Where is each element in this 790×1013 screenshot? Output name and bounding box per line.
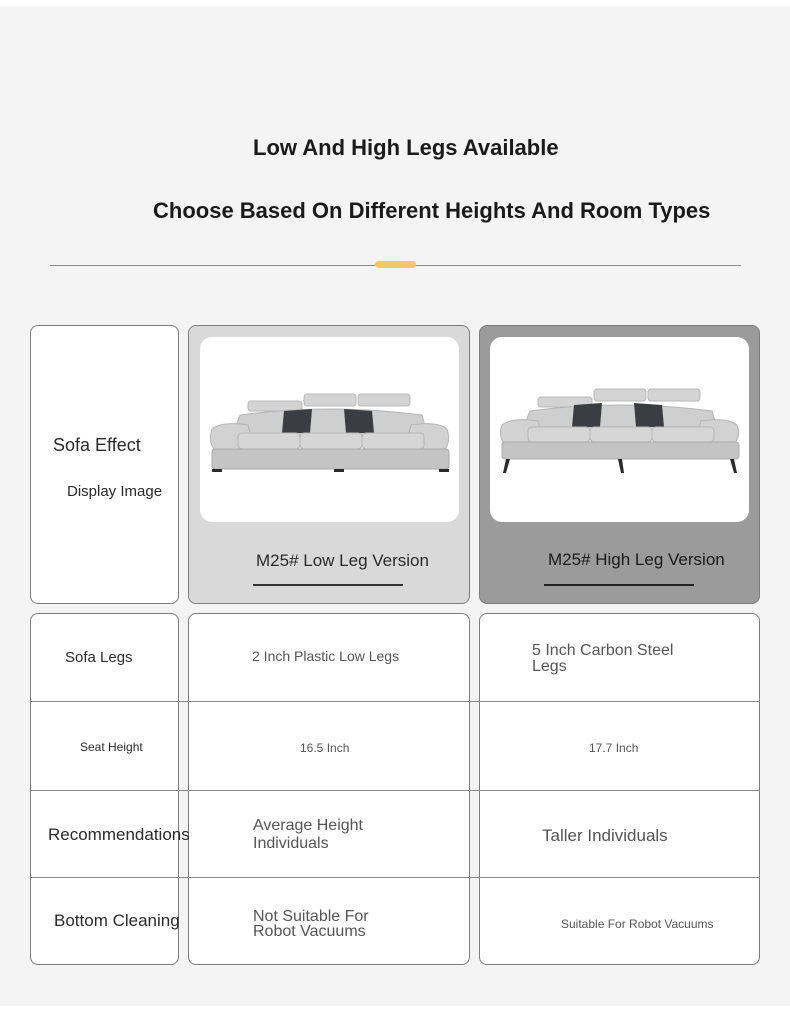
row-label-recommendations: Recommendations [48,825,190,844]
sofa-effect-label: Sofa Effect [53,435,141,455]
row-label-sofa-legs: Sofa Legs [65,649,133,666]
high-seat-height-value: 17.7 Inch [589,741,639,755]
low-leg-sofa-photo [200,337,459,522]
high-leg-sofa-photo [490,337,749,522]
low-leg-title-underline [253,584,403,586]
high-leg-column [479,613,760,965]
row-separator [30,790,760,791]
divider-accent [375,261,416,268]
low-seat-height-value: 16.5 Inch [300,741,350,755]
high-sofa-legs-value-line2: Legs [532,658,567,675]
low-bottom-cleaning-line1: Not Suitable For [253,908,369,925]
row-label-seat-height: Seat Height [80,740,143,754]
display-image-label: Display Image [67,483,163,500]
page-subtitle: Choose Based On Different Heights And Room Types [153,198,711,223]
row-separator [30,701,760,702]
row-label-bottom-cleaning: Bottom Cleaning [54,911,180,930]
page-title: Low And High Legs Available [253,135,559,160]
low-recommendation-line1: Average Height [253,817,363,834]
sofa-low-legs-image [200,337,459,522]
row-separator [30,877,760,878]
low-sofa-legs-value: 2 Inch Plastic Low Legs [252,648,400,664]
high-recommendation-value: Taller Individuals [542,826,668,845]
low-recommendation-line2: Individuals [253,835,329,852]
sofa-high-legs-image [490,337,749,522]
high-bottom-cleaning-value: Suitable For Robot Vacuums [561,917,714,931]
high-sofa-legs-value-line1: 5 Inch Carbon Steel [532,642,674,659]
sofa-effect-label-cell [30,325,179,604]
low-bottom-cleaning-line2: Robot Vacuums [253,923,366,940]
high-leg-title-underline [544,584,694,586]
low-leg-version-title: M25# Low Leg Version [256,551,429,570]
high-leg-version-title: M25# High Leg Version [548,550,725,569]
